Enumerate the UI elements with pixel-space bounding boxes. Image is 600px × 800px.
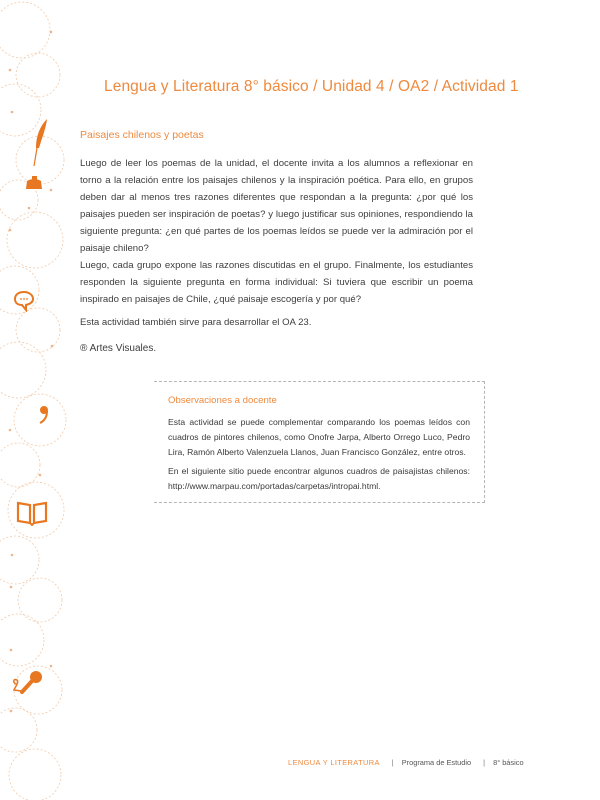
observations-title: Observaciones a docente (168, 395, 277, 406)
paragraph-instructions: Luego de leer los poemas de la unidad, el docente invita a los alumnos a reflexionar en torno a la relación entre los paisajes chilenos y la inspiración poética. Para ello, en grupos deben dar al menos tres razones diferentes que respondan a la pregunta: ¿por qué los paisajes pueden ser inspiración de poetas? y luego justificar sus opiniones, respondiendo la siguiente pregunta: ¿en qué partes de los poemas leídos se puede ver la admiración por el paisaje chileno? (80, 158, 473, 254)
microphone-icon (10, 670, 44, 700)
footer-divider: | (391, 758, 394, 767)
footer-divider: | (483, 758, 486, 767)
section-title: Paisajes chilenos y poetas (80, 129, 204, 141)
footer-subject: LENGUA Y LITERATURA (288, 758, 380, 767)
paragraph-oa-note: Esta actividad también sirve para desarrollar el OA 23. (80, 317, 312, 328)
paragraph-cross-subject: ® Artes Visuales. (80, 343, 157, 354)
page-title: Lengua y Literatura 8° básico / Unidad 4 / OA2 / Actividad 1 (104, 78, 519, 95)
open-book-icon (15, 500, 49, 526)
paragraph-group-discussion: Luego, cada grupo expone las razones discutidas en el grupo. Finalmente, los estudiantes responden la siguiente pregunta en forma individual: Si tuviera que escribir un poema inspirado en paisajes de Chile, ¿qué paisaje escogería y por qué? (80, 260, 473, 305)
teacher-observations-box (154, 381, 485, 503)
inkpot-icon (24, 175, 44, 191)
observations-paragraph: Esta actividad se puede complementar comparando los poemas leídos con cuadros de pintores chilenos, como Onofre Jarpa, Alberto Orrego Luco, Pedro Lira, Ramón Alberto Valenzuela Llanos, Juan Francisco González, entre otros. (168, 417, 470, 457)
comma-icon (38, 405, 50, 425)
observations-link-paragraph: En el siguiente sitio puede encontrar algunos cuadros de paisajistas chilenos: http://www.marpau.com/portadas/carpetas/intropai.html. (168, 466, 470, 491)
speech-bubble-icon (13, 290, 35, 312)
quill-icon (30, 118, 50, 168)
footer-grade: 8° básico (493, 758, 524, 767)
footer-program: Programa de Estudio (401, 758, 472, 767)
page-footer (288, 758, 524, 767)
